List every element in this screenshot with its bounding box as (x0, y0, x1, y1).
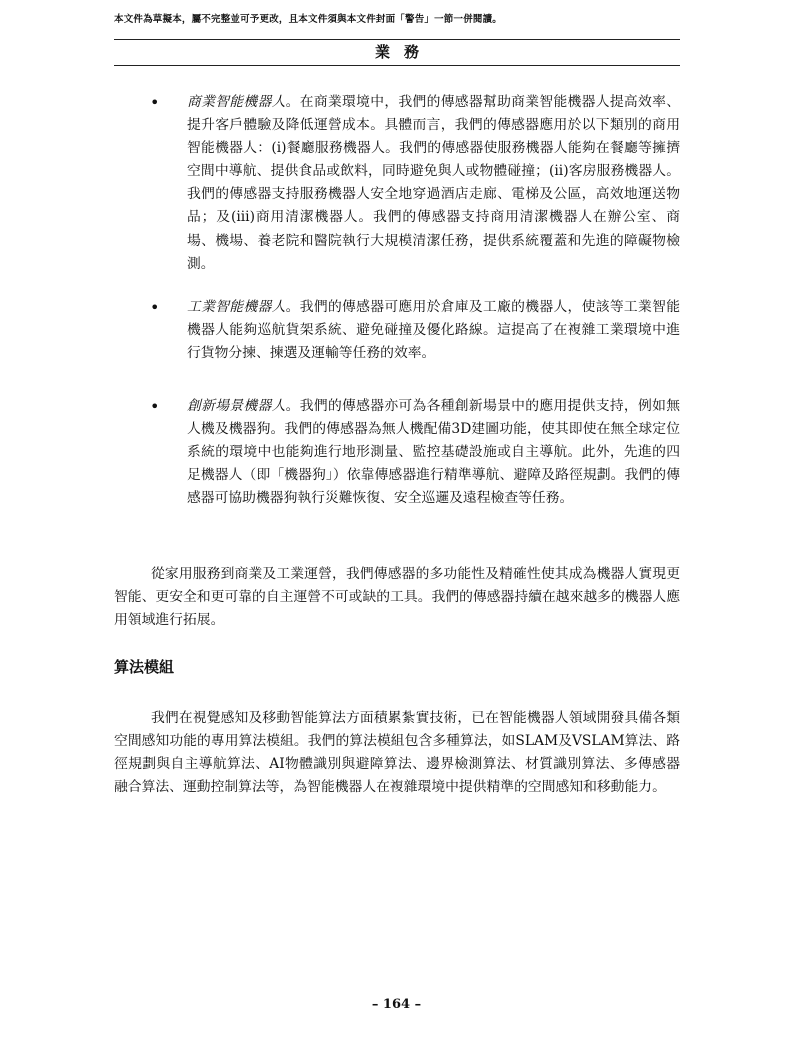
bullet-item-innovative-robots (114, 395, 680, 510)
bullet-marker: • (150, 397, 160, 416)
bullet-item-commercial-robots (114, 91, 680, 276)
bullet-text (187, 395, 680, 510)
algorithm-heading: 算法模組 (114, 658, 175, 676)
section-title: 業務 (374, 43, 433, 61)
bullet-marker: • (150, 298, 160, 317)
bullet-lead: 工業智能機器人 (187, 299, 286, 315)
bullet-body: 。我們的傳感器可應用於倉庫及工廠的機器人，使該等工業智能機器人能夠巡航貨架系統、避免碰撞及優化路線。這提高了在複雜工業環境中進行貨物分揀、揀選及運輸等任務的效率。 (187, 299, 681, 362)
bullet-body: 。在商業環境中，我們的傳感器幫助商業智能機器人提高效率、提升客戶體驗及降低運營成本。具體而言，我們的傳感器應用於以下類別的商用智能機器人：(i)餐廳服務機器人。我們的傳感器使服務機器人能夠在餐廳等擁擠空間中導航、提供食品或飲料，同時避免與人或物體碰撞；(ii)客房服務機器人。我們的傳感器支持服務機器人安全地穿過酒店走廊、電梯及公區，高效地運送物品；及(iii)商用清潔機器人。我們的傳感器支持商用清潔機器人在辦公室、商場、機場、養老院和醫院執行大規模清潔任務，提供系統覆蓋和先進的障礙物檢測。 (187, 94, 681, 272)
bullet-marker: • (150, 93, 160, 112)
bullet-lead: 創新場景機器人 (187, 398, 286, 414)
bullet-item-industrial-robots (114, 296, 680, 365)
section-header (114, 39, 680, 66)
algorithm-paragraph: 我們在視覺感知及移動智能算法方面積累紮實技術，已在智能機器人領域開發具備各類空間感知功能的專用算法模組。我們的算法模組包含多種算法，如SLAM及VSLAM算法、路徑規劃與自主導航算法、AI物體識別與避障算法、邊界檢測算法、材質識別算法、多傳感器融合算法、運動控制算法等，為智能機器人在複雜環境中提供精準的空間感知和移動能力。 (114, 710, 680, 796)
bullet-text (187, 91, 680, 276)
bullet-body: 。我們的傳感器亦可為各種創新場景中的應用提供支持，例如無人機及機器狗。我們的傳感器為無人機配備3D建圖功能，使其即使在無全球定位系統的環境中也能夠進行地形測量、監控基礎設施或自主導航。此外，先進的四足機器人（即「機器狗」）依靠傳感器進行精準導航、避障及路徑規劃。我們的傳感器可協助機器狗執行災難恢復、安全巡邏及遠程檢查等任務。 (187, 398, 681, 507)
draft-notice: 本文件為草擬本，屬不完整並可予更改，且本文件須與本文件封面「警告」一節一併閱讀。 (114, 14, 503, 25)
page-number: – 164 – (371, 997, 422, 1012)
bullet-lead: 商業智能機器人 (187, 94, 286, 110)
summary-paragraph: 從家用服務到商業及工業運營，我們傳感器的多功能性及精確性使其成為機器人實現更智能、更安全和更可靠的自主運營不可或缺的工具。我們的傳感器持續在越來越多的機器人應用領域進行拓展。 (114, 566, 680, 629)
bullet-text (187, 296, 680, 365)
